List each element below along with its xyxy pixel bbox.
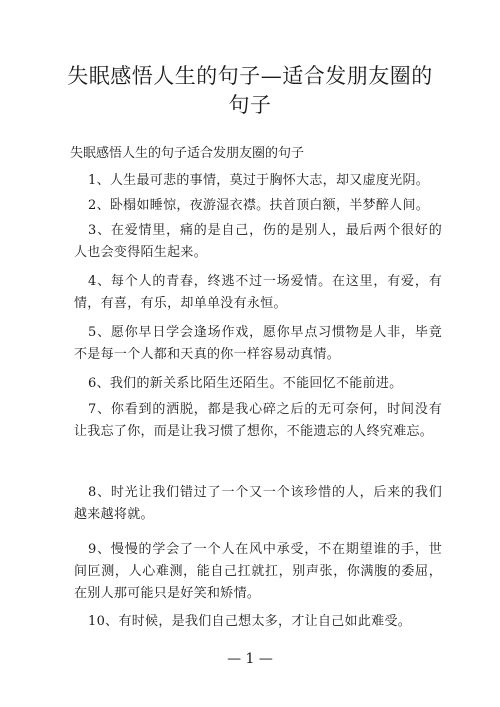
paragraph-3: 3、在爱情里，痛的是自己，伤的是别人，最后两个很好的人也会变得陌生起来。 — [74, 223, 442, 260]
page-number: — 1 — — [227, 651, 273, 667]
paragraph-8: 8、时光让我们错过了一个又一个该珍惜的人，后来的我们越来越将就。 — [74, 485, 442, 522]
paragraph-7: 7、你看到的洒脱，都是我心碎之后的无可奈何，时间没有让我忘了你，而是让我习惯了想你，不能遗忘的人终究难忘。 — [74, 402, 442, 439]
paragraph-4: 4、每个人的青春，终逃不过一场爱情。在这里，有爱，有情，有喜，有乐，却单单没有永恒。 — [74, 274, 442, 311]
paragraph-6: 6、我们的新关系比陌生还陌生。不能回忆不能前进。 — [88, 376, 403, 391]
document-title: 失眠感悟人生的句子—适合发朋友圈的句子 — [67, 64, 433, 117]
paragraph-2: 2、卧榻如睡惊，夜游湿衣襟。扶首顶白额，半梦醉人间。 — [88, 198, 430, 213]
paragraph-9: 9、慢慢的学会了一个人在风中承受，不在期望谁的手，世间叵测，人心难测，能自己扛就扛，别声张，你满腹的委屈，在别人那可能只是好笑和矫情。 — [74, 542, 442, 601]
paragraph-5: 5、愿你早日学会逢场作戏，愿你早点习惯物是人非，毕竟不是每一个人都和天真的你一样容易动真情。 — [74, 325, 442, 362]
document-subtitle: 失眠感悟人生的句子适合发朋友圈的句子 — [70, 146, 305, 161]
paragraph-10: 10、有时候，是我们自己想太多，才让自己如此难受。 — [88, 614, 412, 629]
paragraph-1: 1、人生最可悲的事情，莫过于胸怀大志，却又虚度光阴。 — [88, 173, 430, 188]
